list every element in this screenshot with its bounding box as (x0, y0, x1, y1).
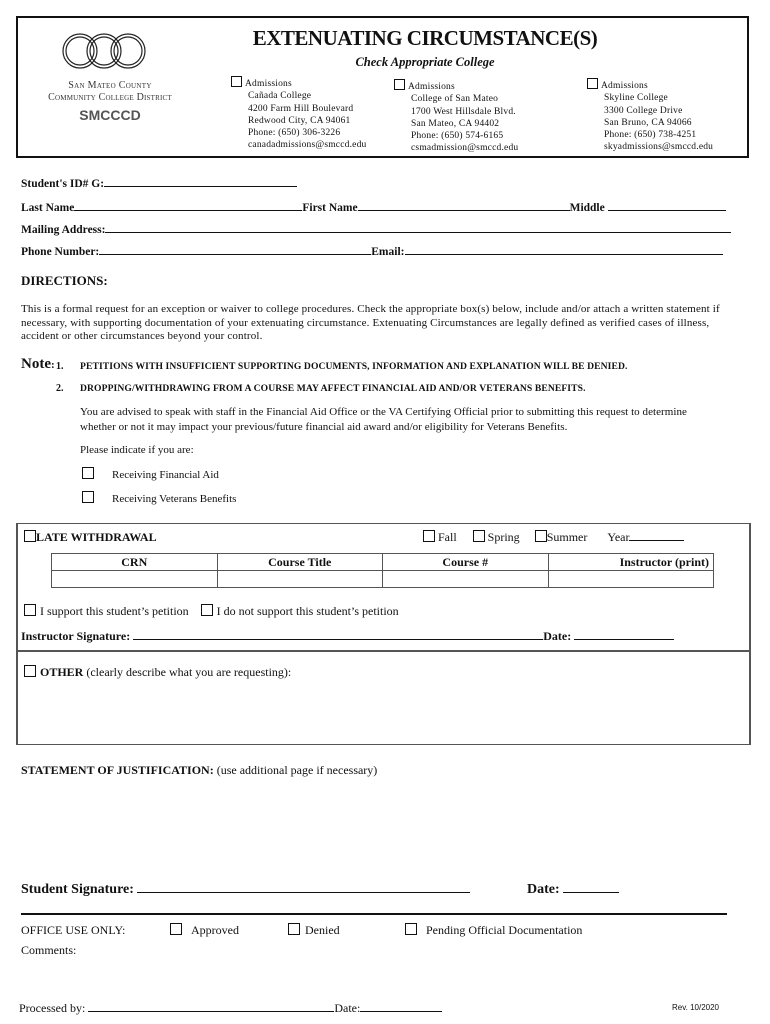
instructor-date-field[interactable] (574, 639, 674, 640)
csm-city: San Mateo, CA 94402 (411, 118, 500, 129)
term-row (423, 530, 684, 545)
late-withdrawal-checkbox[interactable] (24, 530, 36, 542)
note-label: Note: (21, 356, 55, 372)
canada-email: canadadmissions@smccd.edu (248, 140, 367, 151)
student-date-field[interactable] (563, 892, 619, 893)
denied-label: Denied (305, 923, 340, 937)
processed-by-field[interactable] (88, 1011, 334, 1012)
logo-acronym: SMCCCD (79, 107, 141, 123)
student-id-row (21, 178, 297, 190)
pending-checkbox[interactable] (405, 923, 417, 935)
crn-cell[interactable] (52, 571, 218, 588)
email-label: Email: (371, 246, 405, 258)
first-name-field[interactable] (358, 210, 570, 211)
student-signature-field[interactable] (137, 892, 470, 893)
student-signature-row (21, 882, 470, 898)
instructor-signature-label: Instructor Signature: (21, 629, 131, 643)
approved-label: Approved (191, 923, 239, 937)
note1-text: PETITIONS WITH INSUFFICIENT SUPPORTING DOCUMENTS, INFORMATION AND EXPLANATION WILL BE DENIED. (80, 361, 628, 372)
course-title-cell[interactable] (217, 571, 383, 588)
skyline-label: Admissions (601, 81, 648, 91)
revision-label: Rev. 10/2020 (672, 1003, 719, 1012)
veterans-label: Receiving Veterans Benefits (112, 493, 237, 505)
support-row (24, 604, 399, 619)
justification-label: STATEMENT OF JUSTIFICATION: (21, 763, 214, 777)
note2-number: 2. (56, 383, 64, 394)
skyline-city: San Bruno, CA 94066 (604, 117, 692, 128)
canada-name: Cañada College (248, 91, 312, 102)
mailing-field[interactable] (105, 232, 731, 233)
form-subtitle: Check Appropriate College (355, 55, 495, 69)
note2-text: DROPPING/WITHDRAWING FROM A COURSE MAY AFFECT FINANCIAL AID AND/OR VETERANS BENEFITS. (80, 383, 586, 394)
pending-option (405, 923, 582, 938)
college-skyline (587, 78, 747, 154)
skyline-phone: Phone: (650) 738-4251 (604, 130, 697, 141)
support-label: I support this student’s petition (40, 604, 189, 618)
denied-checkbox[interactable] (288, 923, 300, 935)
other-label: OTHER (40, 665, 84, 679)
col-course-number: Course # (383, 554, 549, 571)
csm-email: csmadmission@smccd.edu (411, 143, 519, 154)
advice-text: You are advised to speak with staff in the Financial Aid Office or the VA Certifying Official prior to submitting this request to determine whether or not it may impact your previous/future financial aid award and/or eligibility for Veterans Benefits. (80, 406, 687, 433)
office-divider (21, 913, 727, 915)
year-label: Year (607, 530, 630, 544)
district-rings-icon (40, 28, 180, 76)
csm-name: College of San Mateo (411, 94, 499, 105)
canada-label: Admissions (245, 79, 292, 89)
no-support-label: I do not support this student’s petition (216, 604, 399, 618)
directions-heading: DIRECTIONS: (21, 273, 108, 288)
processed-by-label: Processed by: (19, 1001, 86, 1015)
course-number-cell[interactable] (383, 571, 549, 588)
student-signature-label: Student Signature: (21, 882, 134, 897)
year-field[interactable] (629, 540, 684, 541)
other-row (24, 665, 291, 680)
mailing-row (21, 224, 731, 236)
course-table-header (52, 554, 714, 571)
phone-label: Phone Number: (21, 246, 100, 258)
note1-number: 1. (56, 361, 64, 372)
justification-hint: (use additional page if necessary) (216, 763, 378, 777)
fall-label: Fall (438, 530, 457, 544)
logo-line2: Community College District (48, 92, 172, 103)
other-checkbox[interactable] (24, 665, 36, 677)
veterans-option (82, 491, 236, 505)
course-table (51, 553, 714, 588)
skyline-address: 3300 College Drive (604, 105, 683, 116)
canada-city: Redwood City, CA 94061 (248, 115, 351, 126)
student-id-field[interactable] (104, 186, 297, 187)
first-name-label: First Name (302, 202, 358, 214)
late-withdrawal-label: LATE WITHDRAWAL (36, 530, 157, 544)
instructor-signature-field[interactable] (133, 639, 543, 640)
student-date-row (527, 882, 619, 898)
financial-aid-option (82, 467, 219, 481)
col-instructor: Instructor (print) (548, 554, 714, 571)
canada-phone: Phone: (650) 306-3226 (248, 128, 341, 139)
instructor-signature-row (21, 629, 674, 644)
no-support-checkbox[interactable] (201, 604, 213, 616)
approved-checkbox[interactable] (170, 923, 182, 935)
instructor-cell[interactable] (548, 571, 714, 588)
spring-label: Spring (487, 530, 520, 544)
veterans-checkbox[interactable] (82, 491, 94, 503)
csm-checkbox[interactable] (394, 79, 405, 90)
processed-row (19, 1001, 442, 1016)
denied-option (288, 923, 340, 938)
form-title: EXTENUATING CIRCUMSTANCE(S) (252, 26, 598, 50)
summer-label: Summer (546, 530, 588, 544)
financial-aid-label: Receiving Financial Aid (112, 469, 219, 481)
fall-checkbox[interactable] (423, 530, 435, 542)
skyline-checkbox[interactable] (587, 78, 598, 89)
middle-field[interactable] (608, 210, 726, 211)
indicate-text: Please indicate if you are: (80, 444, 194, 456)
last-name-field[interactable] (74, 210, 302, 211)
skyline-name: Skyline College (604, 93, 668, 104)
phone-field[interactable] (99, 254, 371, 255)
other-hint: (clearly describe what you are requesting): (86, 665, 292, 679)
comments-label: Comments: (21, 943, 77, 957)
csm-address: 1700 West Hillsdale Blvd. (411, 106, 516, 117)
instructor-date-label: Date: (543, 629, 572, 643)
summer-checkbox[interactable] (535, 530, 547, 542)
csm-label: Admissions (408, 82, 455, 92)
processed-date-label: Date: (334, 1001, 361, 1015)
justification-row (21, 763, 377, 778)
mailing-label: Mailing Address: (21, 224, 106, 236)
name-row (21, 202, 741, 214)
canada-checkbox[interactable] (231, 76, 242, 87)
office-use-label: OFFICE USE ONLY: (21, 923, 126, 937)
college-csm (394, 79, 564, 155)
spring-checkbox[interactable] (473, 530, 485, 542)
logo-line1: San Mateo County (68, 80, 152, 91)
student-id-label: Student's ID# G: (21, 178, 105, 190)
student-date-label: Date: (527, 882, 560, 897)
late-withdrawal-row (24, 530, 157, 545)
pending-label: Pending Official Documentation (426, 923, 583, 937)
skyline-email: skyadmissions@smccd.edu (604, 142, 714, 153)
middle-label: Middle (569, 202, 605, 214)
col-crn: CRN (52, 554, 218, 571)
last-name-label: Last Name (21, 202, 75, 214)
directions-body: This is a formal request for an exception or waiver to college procedures. Check the appropriate box(s) below, include and/or attach a written statement if necessary, with supporting documentation of your extenuating circumstance. Extenuating Circumstances are legally defined as verified cases of illness, accident or other circumstances beyond your control. (21, 303, 720, 342)
course-table-row (52, 571, 714, 588)
financial-aid-checkbox[interactable] (82, 467, 94, 479)
approved-option (170, 923, 239, 938)
contact-row (21, 246, 723, 258)
support-checkbox[interactable] (24, 604, 36, 616)
college-canada (231, 76, 391, 152)
canada-address: 4200 Farm Hill Boulevard (248, 103, 354, 114)
processed-date-field[interactable] (360, 1011, 442, 1012)
csm-phone: Phone: (650) 574-6165 (411, 131, 504, 142)
col-course-title: Course Title (217, 554, 383, 571)
email-field[interactable] (405, 254, 723, 255)
smcccd-logo (40, 28, 180, 128)
